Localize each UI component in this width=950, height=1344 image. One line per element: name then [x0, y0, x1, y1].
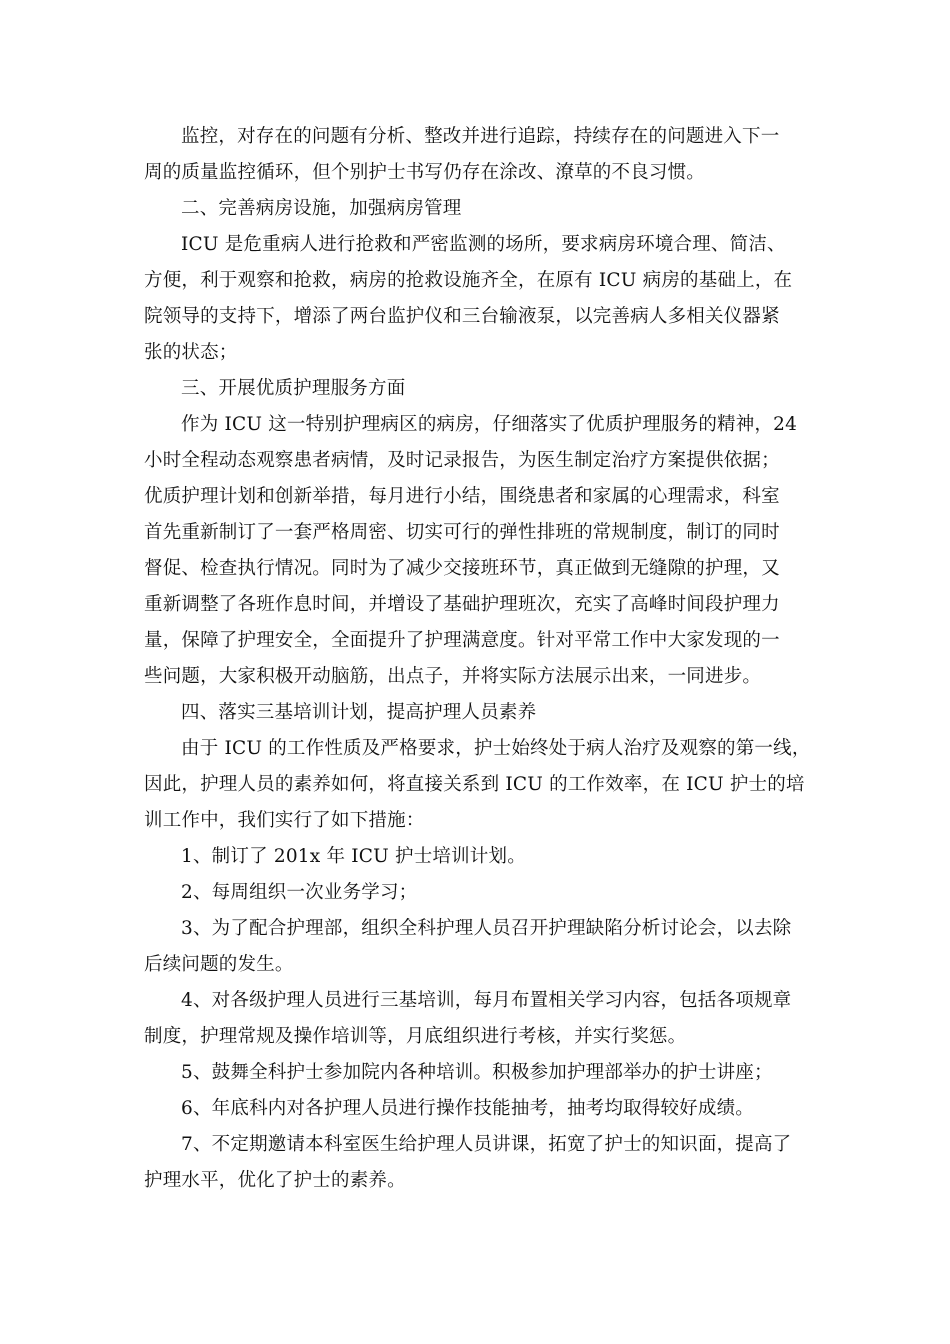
- text-line: 重新调整了各班作息时间，并增设了基础护理班次，充实了高峰时间段护理力: [144, 594, 780, 615]
- text-line: 首先重新制订了一套严格周密、切实可行的弹性排班的常规制度，制订的同时: [144, 522, 780, 543]
- text-line: 周的质量监控循环，但个别护士书写仍存在涂改、潦草的不良习惯。: [144, 162, 706, 183]
- text-line: 二、完善病房设施，加强病房管理: [181, 198, 462, 219]
- text-line: 张的状态；: [144, 342, 238, 363]
- text-line: 制度，护理常规及操作培训等，月底组织进行考核，并实行奖惩。: [144, 1026, 687, 1047]
- text-line: 作为 ICU 这一特别护理病区的病房，仔细落实了优质护理服务的精神，24: [181, 414, 798, 435]
- text-line: 督促、检查执行情况。同时为了减少交接班环节，真正做到无缝隙的护理，又: [144, 558, 780, 579]
- text-line: 7、不定期邀请本科室医生给护理人员讲课，拓宽了护士的知识面，提高了: [181, 1134, 792, 1155]
- text-line: 护理水平，优化了护士的素养。: [144, 1170, 406, 1191]
- text-line: 3、为了配合护理部，组织全科护理人员召开护理缺陷分析讨论会，以去除: [181, 918, 792, 939]
- text-line: 优质护理计划和创新举措，每月进行小结，围绕患者和家属的心理需求，科室: [144, 486, 780, 507]
- text-line: 些问题，大家积极开动脑筋，出点子，并将实际方法展示出来，一同进步。: [144, 666, 762, 687]
- text-line: 后续问题的发生。: [144, 954, 294, 975]
- text-line: 小时全程动态观察患者病情，及时记录报告，为医生制定治疗方案提供依据；: [144, 450, 780, 471]
- text-line: 5、鼓舞全科护士参加院内各种培训。积极参加护理部举办的护士讲座；: [181, 1062, 773, 1083]
- text-line: 4、对各级护理人员进行三基培训，每月布置相关学习内容，包括各项规章: [181, 990, 792, 1011]
- text-line: ICU 是危重病人进行抢救和严密监测的场所，要求病房环境合理、简洁、: [181, 234, 786, 255]
- text-line: 2、每周组织一次业务学习；: [181, 882, 418, 903]
- text-line: 训工作中，我们实行了如下措施：: [144, 810, 425, 831]
- text-line: 方便，利于观察和抢救，病房的抢救设施齐全，在原有 ICU 病房的基础上，在: [144, 270, 793, 291]
- text-line: 三、开展优质护理服务方面: [181, 378, 406, 399]
- text-line: 四、落实三基培训计划，提高护理人员素养: [181, 702, 537, 723]
- text-line: 量，保障了护理安全，全面提升了护理满意度。针对平常工作中大家发现的一: [144, 630, 780, 651]
- text-line: 由于 ICU 的工作性质及严格要求，护士始终处于病人治疗及观察的第一线，: [181, 738, 811, 759]
- text-line: 1、制订了 201x 年 ICU 护士培训计划。: [181, 846, 526, 867]
- document-body: [144, 119, 811, 1199]
- text-line: 因此，护理人员的素养如何，将直接关系到 ICU 的工作效率，在 ICU 护士的培: [144, 774, 805, 795]
- text-line: 院领导的支持下，增添了两台监护仪和三台输液泵，以完善病人多相关仪器紧: [144, 306, 780, 327]
- text-line: 监控，对存在的问题有分析、整改并进行追踪，持续存在的问题进入下一: [181, 126, 780, 147]
- text-line: 6、年底科内对各护理人员进行操作技能抽考，抽考均取得较好成绩。: [181, 1098, 754, 1119]
